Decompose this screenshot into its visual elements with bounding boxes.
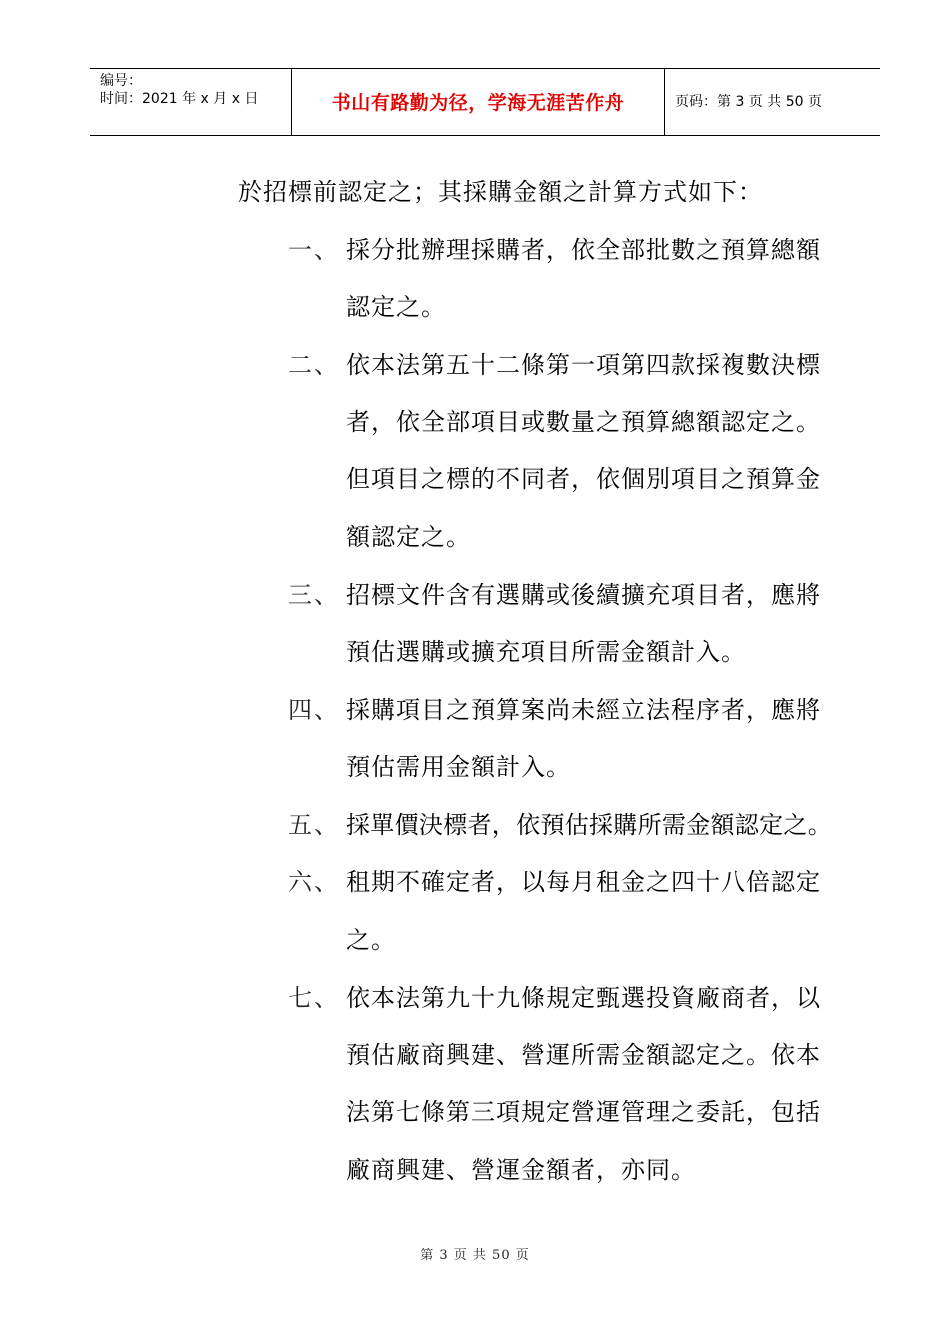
item-number: 五、 (288, 811, 340, 839)
item-number: 二、 (288, 351, 340, 379)
document-header (90, 68, 880, 136)
item-number: 一、 (288, 236, 340, 264)
item-line: 採購項目之預算案尚未經立法程序者，應將 (346, 696, 821, 724)
header-motto-cell (292, 69, 665, 135)
item-line: 預估選購或擴充項目所需金額計入。 (346, 638, 746, 666)
item-number: 四、 (288, 696, 340, 724)
item-line: 認定之。 (346, 293, 446, 321)
item-number: 三、 (288, 581, 340, 609)
item-line: 但項目之標的不同者，依個別項目之預算金 (346, 465, 821, 493)
header-page-cell (665, 69, 880, 135)
item-line: 之。 (346, 926, 396, 954)
item-line: 法第七條第三項規定營運管理之委託，包括 (346, 1098, 821, 1126)
item-line: 預估需用金額計入。 (346, 753, 571, 781)
item-line: 招標文件含有選購或後續擴充項目者，應將 (346, 581, 821, 609)
header-page-label: 页码：第 3 页 共 50 页 (675, 94, 822, 110)
item-number: 六、 (288, 868, 340, 896)
document-number-label: 编号： (100, 73, 142, 89)
item-line: 額認定之。 (346, 523, 471, 551)
document-time-label: 时间：2021 年 x 月 x 日 (100, 91, 259, 107)
item-line: 廠商興建、營運金額者，亦同。 (346, 1156, 696, 1184)
item-line: 依本法第五十二條第一項第四款採複數決標 (346, 351, 821, 379)
header-motto: 书山有路勤为径，学海无涯苦作舟 (331, 92, 625, 114)
intro-paragraph: 於招標前認定之；其採購金額之計算方式如下： (238, 178, 763, 206)
item-number: 七、 (288, 984, 340, 1012)
page-footer: 第 3 页 共 50 页 (420, 1248, 530, 1263)
item-line: 依本法第九十九條規定甄選投資廠商者，以 (346, 984, 821, 1012)
item-line: 租期不確定者，以每月租金之四十八倍認定 (346, 868, 821, 896)
item-line: 預估廠商興建、營運所需金額認定之。依本 (346, 1041, 821, 1069)
item-line: 採分批辦理採購者，依全部批數之預算總額 (346, 236, 821, 264)
header-info-cell (90, 69, 292, 135)
item-line: 採單價決標者，依預估採購所需金額認定之。 (346, 811, 832, 839)
item-line: 者，依全部項目或數量之預算總額認定之。 (346, 408, 821, 436)
